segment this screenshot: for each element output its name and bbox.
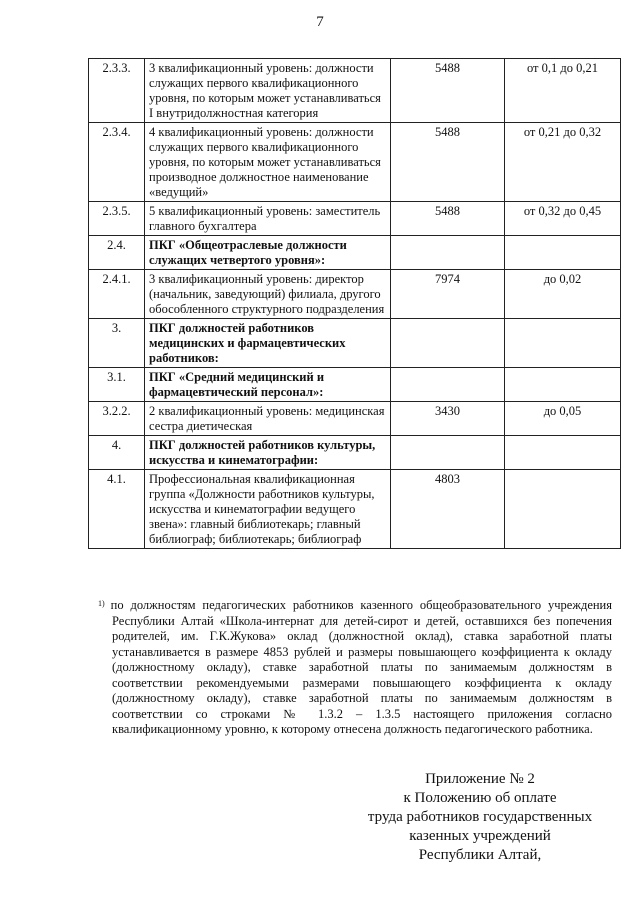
row-salary-cell: 5488 — [391, 202, 505, 236]
row-number-cell: 2.3.5. — [89, 202, 145, 236]
appendix-heading — [340, 770, 620, 865]
appendix-line-5: Республики Алтай, — [418, 847, 542, 863]
row-coefficient-cell — [505, 236, 621, 270]
row-salary-cell: 7974 — [391, 270, 505, 319]
row-coefficient-cell: до 0,02 — [505, 270, 621, 319]
row-number-cell: 2.4. — [89, 236, 145, 270]
table-row — [89, 368, 621, 402]
table-row — [89, 436, 621, 470]
row-name-cell: ПКГ должностей работников культуры, искусства и кинематографии: — [145, 436, 391, 470]
row-salary-cell — [391, 319, 505, 368]
row-number-cell: 3.1. — [89, 368, 145, 402]
page-number: 7 — [316, 14, 324, 30]
row-number-cell: 2.3.4. — [89, 123, 145, 202]
table-row — [89, 470, 621, 549]
footnote — [98, 598, 612, 738]
salary-table-body — [89, 59, 621, 549]
table-row — [89, 123, 621, 202]
table-row — [89, 319, 621, 368]
row-name-cell: ПКГ должностей работников медицинских и фармацевтических работников: — [145, 319, 391, 368]
row-name-cell: ПКГ «Общеотраслевые должности служащих четвертого уровня»: — [145, 236, 391, 270]
table-row — [89, 270, 621, 319]
row-number-cell: 4. — [89, 436, 145, 470]
table-row — [89, 202, 621, 236]
appendix-line-3: труда работников государственных — [367, 809, 593, 825]
row-number-cell: 2.4.1. — [89, 270, 145, 319]
row-coefficient-cell — [505, 319, 621, 368]
row-salary-cell: 5488 — [391, 59, 505, 123]
row-number-cell: 4.1. — [89, 470, 145, 549]
row-number-cell: 3. — [89, 319, 145, 368]
appendix-line-4: казенных учреждений — [409, 828, 551, 844]
row-coefficient-cell — [505, 368, 621, 402]
row-salary-cell — [391, 368, 505, 402]
row-salary-cell: 5488 — [391, 123, 505, 202]
footnote-text: по должностям педагогических работников казенного общеобразовательного учреждения Республики Алтай «Школа-интернат для детей-сирот и детей, оставшихся без попечения родителей, им. Г.К.Жукова» оклад (должностной оклад), ставка заработной платы устанавливается в размере 4853 рублей и размеры повышающего коэффициента к окладу (должностному окладу), ставке заработной платы по занимаемым должностям в соответствии рекомендуемыми размерами повышающего коэффициента к окладу (должностному окладу), ставке заработной платы по занимаемым должностям в соответствии со строками № 1.3.2 – 1.3.5 настоящего приложения согласно квалификационному уровню, к которому отнесена должность педагогического работника. — [110, 598, 612, 736]
row-number-cell: 2.3.3. — [89, 59, 145, 123]
table-row — [89, 59, 621, 123]
table-row — [89, 236, 621, 270]
row-coefficient-cell — [505, 436, 621, 470]
row-coefficient-cell: от 0,32 до 0,45 — [505, 202, 621, 236]
row-salary-cell — [391, 436, 505, 470]
row-coefficient-cell — [505, 470, 621, 549]
row-name-cell: 3 квалификационный уровень: директор (начальник, заведующий) филиала, другого обособленного структурного подразделения — [145, 270, 391, 319]
row-name-cell: 3 квалификационный уровень: должности служащих первого квалификационного уровня, по которым может устанавливаться I внутридолжностная категория — [145, 59, 391, 123]
row-coefficient-cell: от 0,1 до 0,21 — [505, 59, 621, 123]
row-name-cell: 4 квалификационный уровень: должности служащих первого квалификационного уровня, по которым может устанавливаться производное должностное наименование «ведущий» — [145, 123, 391, 202]
salary-table — [88, 58, 621, 549]
row-name-cell: ПКГ «Средний медицинский и фармацевтический персонал»: — [145, 368, 391, 402]
footnote-marker: 1) — [98, 599, 105, 608]
appendix-line-2: к Положению об оплате — [403, 790, 557, 806]
table-row — [89, 402, 621, 436]
row-name-cell: 2 квалификационный уровень: медицинская сестра диетическая — [145, 402, 391, 436]
row-salary-cell — [391, 236, 505, 270]
appendix-line-1: Приложение № 2 — [425, 771, 535, 787]
row-number-cell: 3.2.2. — [89, 402, 145, 436]
row-coefficient-cell: до 0,05 — [505, 402, 621, 436]
row-name-cell: 5 квалификационный уровень: заместитель главного бухгалтера — [145, 202, 391, 236]
row-salary-cell: 4803 — [391, 470, 505, 549]
row-coefficient-cell: от 0,21 до 0,32 — [505, 123, 621, 202]
row-name-cell: Профессиональная квалификационная группа «Должности работников культуры, искусства и кинематографии ведущего звена»: главный библиотекарь; главный библиограф; библиотекарь; библиограф — [145, 470, 391, 549]
row-salary-cell: 3430 — [391, 402, 505, 436]
